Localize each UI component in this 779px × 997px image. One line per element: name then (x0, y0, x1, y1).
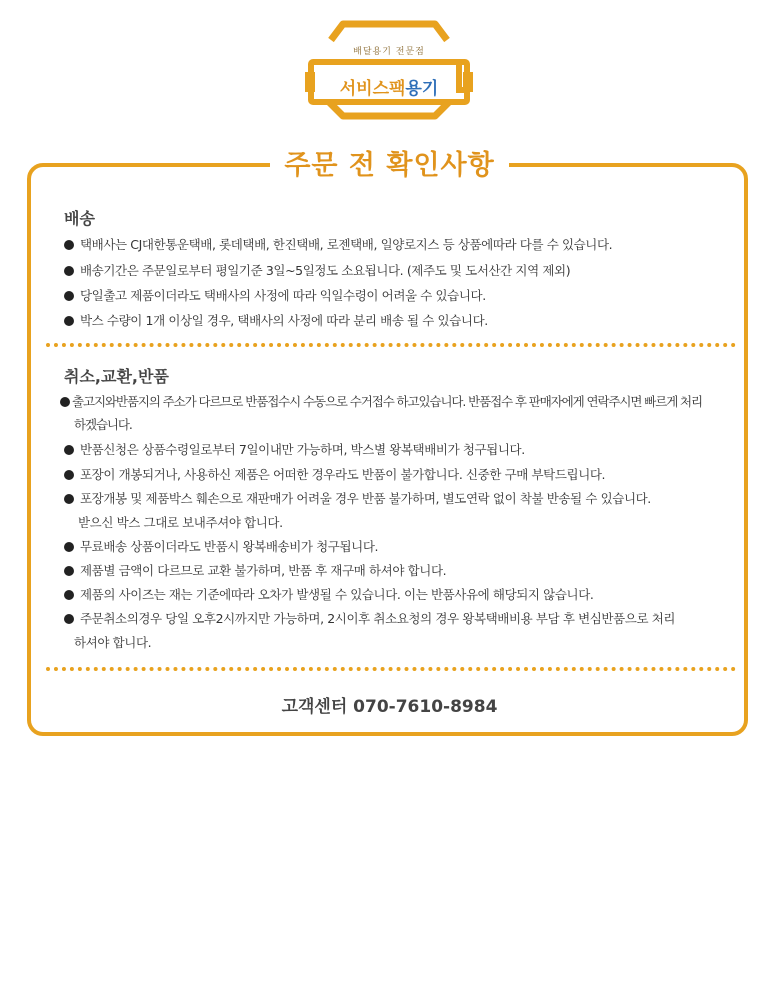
returns-heading: 취소,교환,반품 (64, 367, 169, 386)
delivery-item-text: 택배사는 CJ대한통운택배, 롯데택배, 한진택배, 로젠택배, 일양로지스 등 상품에따라 다를 수 있습니다. (80, 237, 613, 252)
returns-item (64, 465, 605, 483)
returns-item-text: 제품의 사이즈는 재는 기준에따라 오차가 발생될 수 있습니다. 이는 반품사유에 해당되지 않습니다. (80, 587, 594, 602)
returns-item (64, 561, 446, 579)
title-wrap (0, 146, 779, 186)
delivery-item (64, 311, 488, 329)
bullet-icon (64, 316, 74, 326)
delivery-item-text: 당일출고 제품이더라도 택배사의 사정에 따라 익일수령이 어려울 수 있습니다. (80, 288, 486, 303)
bullet-icon (64, 566, 74, 576)
logo-name-main: 서비스팩 (339, 79, 406, 99)
returns-item-continuation: 하겠습니다. (74, 417, 132, 432)
page-title: 주문 전 확인사항 (270, 146, 508, 186)
returns-item (64, 585, 593, 603)
returns-item-text: 반품신청은 상품수령일로부터 7일이내만 가능하며, 박스별 왕복택배비가 청구됩니다. (80, 442, 525, 457)
logo-name (303, 74, 475, 99)
bullet-icon (64, 542, 74, 552)
logo-name-accent: 용기 (405, 79, 439, 99)
bullet-icon (64, 445, 74, 455)
returns-item-continuation: 받으신 박스 그대로 보내주셔야 합니다. (78, 515, 283, 530)
bullet-icon (64, 291, 74, 301)
bullet-icon (64, 590, 74, 600)
returns-item (64, 489, 651, 507)
delivery-item-text: 배송기간은 주문일로부터 평일기준 3일~5일정도 소요됩니다. (제주도 및 도서산간 지역 제외) (80, 263, 571, 278)
returns-item (64, 440, 525, 458)
bullet-icon (64, 614, 74, 624)
delivery-item (64, 286, 486, 304)
returns-item (64, 609, 675, 627)
returns-item (60, 392, 702, 410)
logo-frame-graphic (303, 20, 475, 120)
returns-item-text: 출고지와반품지의 주소가 다르므로 반품접수시 수동으로 수거접수 하고있습니다. 반품접수 후 판매자에게 연락주시면 빠르게 처리 (72, 394, 703, 409)
brand-logo (303, 20, 475, 120)
returns-item (64, 537, 378, 555)
returns-item-text: 포장이 개봉되거나, 사용하신 제품은 어떠한 경우라도 반품이 불가합니다. 신중한 구매 부탁드립니다. (80, 467, 606, 482)
logo-subtitle: 배달용기 전문점 (353, 47, 425, 57)
bullet-icon (64, 266, 74, 276)
returns-item-text: 무료배송 상품이더라도 반품시 왕복배송비가 청구됩니다. (80, 539, 379, 554)
returns-item-text: 주문취소의경우 당일 오후2시까지만 가능하며, 2시이후 취소요청의 경우 왕복택배비용 부담 후 변심반품으로 처리 (80, 611, 676, 626)
returns-item-text: 제품별 금액이 다르므로 교환 불가하며, 반품 후 재구매 하셔야 합니다. (80, 563, 447, 578)
bullet-icon (64, 494, 74, 504)
returns-item-continuation: 하셔야 합니다. (74, 635, 152, 650)
customer-center-contact: 고객센터 070-7610-8984 (281, 697, 498, 717)
delivery-heading: 배송 (64, 209, 95, 228)
delivery-item (64, 261, 570, 279)
returns-item-text: 포장개봉 및 제품박스 훼손으로 재판매가 어려울 경우 반품 불가하며, 별도연락 없이 착불 반송될 수 있습니다. (80, 491, 651, 506)
bullet-icon (64, 240, 74, 250)
bullet-icon (64, 470, 74, 480)
delivery-item-text: 박스 수량이 1개 이상일 경우, 택배사의 사정에 따라 분리 배송 될 수 있습니다. (80, 313, 488, 328)
bullet-icon (60, 397, 70, 407)
section-divider (46, 343, 736, 347)
delivery-item (64, 235, 612, 253)
section-divider (46, 667, 736, 671)
